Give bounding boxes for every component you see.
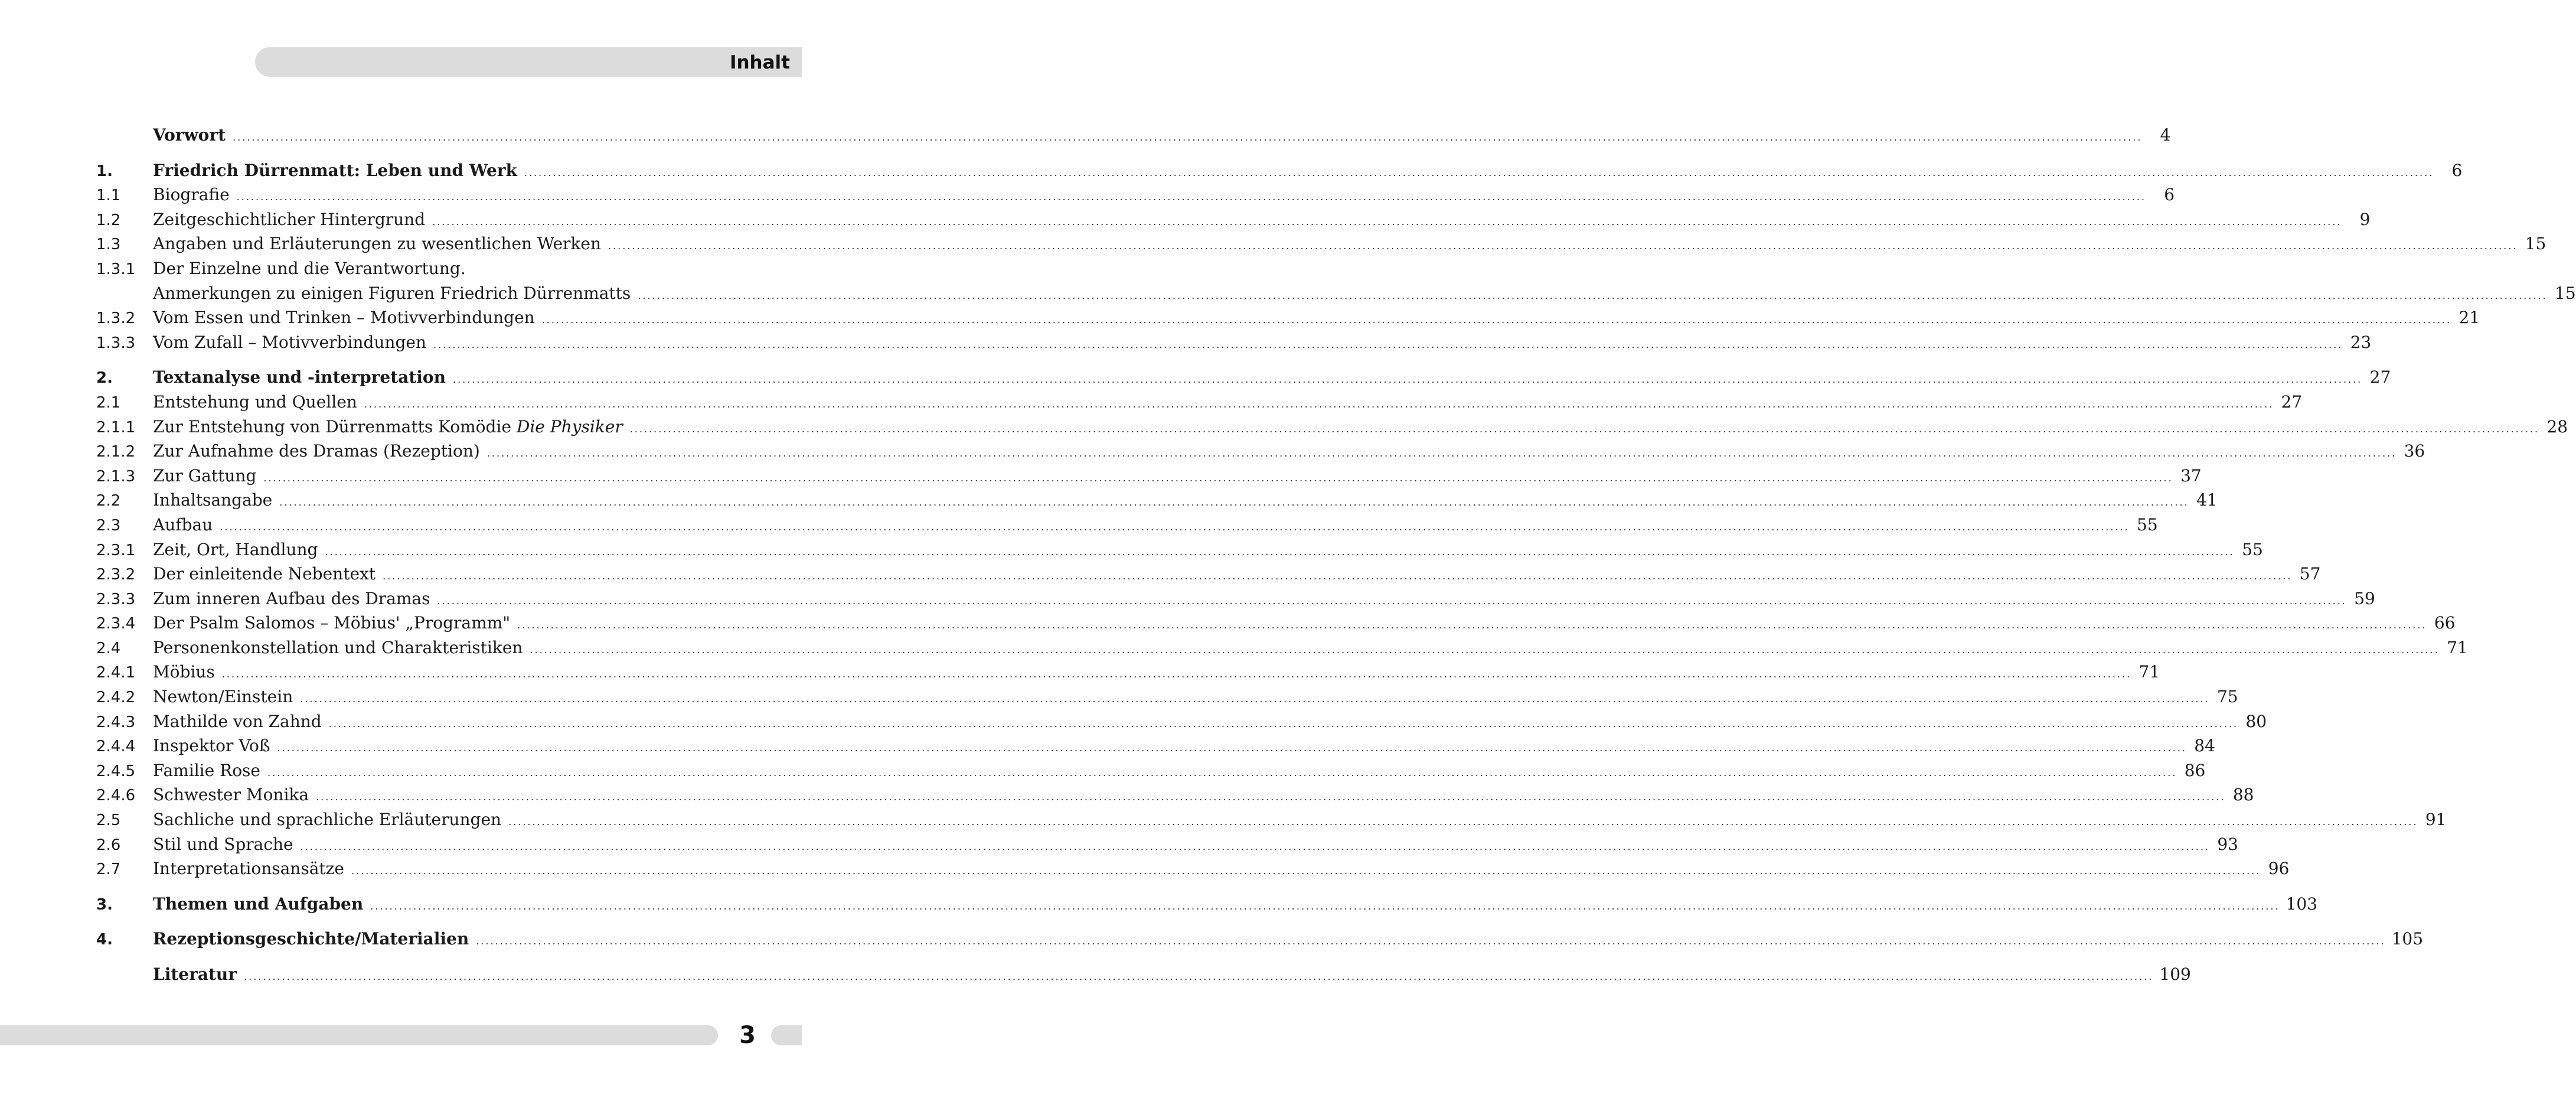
toc-entry: [96, 207, 2371, 232]
toc-entry-page: 27: [2281, 392, 2303, 412]
toc-entry-title: [153, 488, 272, 513]
toc-entry: [96, 927, 2424, 951]
toc-leader-dots: ................................................................................................................................................................................................................................................................................................................................................................................................................: [432, 216, 2342, 227]
toc-entry-title-text: Anmerkungen zu einigen Figuren Friedrich Dürrenmatts: [153, 283, 631, 303]
toc-entry-title: [153, 207, 425, 232]
toc-leader-dots: ................................................................................................................................................................................................................................................................................................................................................................................................................: [263, 472, 2173, 484]
toc-entry-page: 84: [2194, 736, 2215, 756]
toc-entry-title-text: Themen und Aufgaben: [153, 894, 364, 914]
toc-entry-title-text: Der Psalm Salomos – Möbius' „Programm": [153, 613, 511, 633]
toc-leader-dots: ................................................................................................................................................................................................................................................................................................................................................................................................................: [629, 423, 2540, 435]
toc-entry-page: 75: [2216, 687, 2238, 707]
toc-entry: [96, 807, 2447, 832]
toc-entry: [96, 182, 2175, 207]
toc-entry-number: 1.3: [96, 236, 121, 254]
toc-entry-title-text: Aufbau: [153, 514, 213, 535]
toc-entry-page: 105: [2391, 929, 2424, 949]
toc-entry-title: [153, 390, 357, 415]
toc-leader-dots: ................................................................................................................................................................................................................................................................................................................................................................................................................: [267, 767, 2177, 778]
toc-entry-title: [153, 305, 535, 330]
toc-entry-page: 71: [2138, 662, 2160, 682]
toc-leader-dots: ................................................................................................................................................................................................................................................................................................................................................................................................................: [638, 289, 2548, 301]
toc-leader-dots: ................................................................................................................................................................................................................................................................................................................................................................................................................: [233, 132, 2143, 143]
toc-leader-dots: ................................................................................................................................................................................................................................................................................................................................................................................................................: [351, 865, 2261, 877]
toc-entry-number: 4.: [96, 931, 113, 949]
toc-entry: [96, 709, 2267, 734]
toc-entry-page: 37: [2180, 465, 2202, 485]
toc-entry-title: [153, 832, 293, 857]
toc-entry-page: 71: [2447, 637, 2468, 657]
toc-entry-title-text: Entstehung und Quellen: [153, 392, 357, 412]
toc-entry-title: [153, 758, 260, 783]
table-of-contents: [96, 123, 2576, 987]
toc-entry-page: 109: [2159, 964, 2191, 984]
toc-entry-page: 93: [2217, 834, 2238, 854]
toc-entry-number: 2.4.4: [96, 738, 136, 756]
toc-entry-title-text: Zur Aufnahme des Dramas (Rezeption): [153, 441, 480, 461]
toc-entry-title: [153, 562, 376, 586]
toc-entry-title-text: Vom Zufall – Motivverbindungen: [153, 332, 426, 352]
toc-entry-title-italic: Die Physiker: [516, 416, 623, 436]
toc-entry-title: [153, 709, 322, 734]
toc-entry-number: 2.4.5: [96, 762, 136, 780]
toc-entry-number: 2.4.6: [96, 787, 136, 805]
section-title: Inhalt: [729, 52, 790, 73]
toc-entry-title: [153, 182, 230, 207]
toc-entry-title: [153, 513, 213, 537]
toc-entry-title: [153, 415, 623, 439]
toc-entry-page: 59: [2354, 588, 2375, 608]
toc-entry-title-text: Mathilde von Zahnd: [153, 711, 322, 731]
toc-entry-page: 4: [2160, 125, 2171, 145]
toc-entry-title-text: Interpretationsansätze: [153, 859, 344, 879]
toc-entry-page: 57: [2299, 564, 2321, 584]
toc-entry: [96, 305, 2480, 330]
toc-entry-page: 15: [2555, 283, 2576, 303]
toc-leader-dots: ................................................................................................................................................................................................................................................................................................................................................................................................................: [541, 314, 2452, 326]
toc-entry: [96, 390, 2303, 415]
toc-entry-title-text: Familie Rose: [153, 760, 260, 780]
toc-entry-title-text: Literatur: [153, 964, 237, 984]
toc-entry-page: 15: [2525, 234, 2546, 254]
toc-entry-number: 2.3.2: [96, 566, 136, 584]
toc-entry: [96, 562, 2321, 586]
toc-entry: [96, 415, 2568, 439]
toc-entry-title-text: Inhaltsangabe: [153, 490, 273, 510]
toc-leader-dots: ................................................................................................................................................................................................................................................................................................................................................................................................................: [524, 167, 2434, 178]
toc-entry-page: 103: [2286, 894, 2318, 914]
toc-leader-dots: ................................................................................................................................................................................................................................................................................................................................................................................................................: [608, 240, 2518, 252]
toc-entry-title: [153, 660, 215, 685]
toc-entry-title-text: Textanalyse und -interpretation: [153, 367, 446, 387]
toc-entry-title: [153, 330, 426, 355]
toc-entry-number: 2.1: [96, 393, 121, 412]
toc-entry: [96, 488, 2218, 513]
toc-leader-dots: ................................................................................................................................................................................................................................................................................................................................................................................................................: [300, 693, 2210, 705]
toc-leader-dots: ................................................................................................................................................................................................................................................................................................................................................................................................................: [221, 669, 2132, 680]
toc-entry-page: 23: [2350, 332, 2372, 352]
toc-entry-title: [153, 464, 256, 488]
toc-entry-title-text: Biografie: [153, 185, 230, 205]
toc-entry: [96, 611, 2456, 636]
toc-entry-page: 6: [2451, 160, 2463, 180]
toc-entry: [96, 783, 2254, 807]
toc-entry-number: 2.4: [96, 639, 121, 657]
toc-entry-title: [153, 734, 270, 758]
toc-entry: [96, 439, 2425, 464]
toc-entry-number: 2.3.4: [96, 615, 136, 633]
toc-entry: [96, 758, 2206, 783]
toc-leader-dots: ................................................................................................................................................................................................................................................................................................................................................................................................................: [487, 448, 2397, 459]
toc-entry: [96, 586, 2375, 611]
toc-entry-title: [153, 962, 237, 987]
toc-entry-title-text: Der einleitende Nebentext: [153, 564, 376, 584]
toc-entry-title-text: Zur Gattung: [153, 465, 257, 485]
toc-entry-title-text: Zeit, Ort, Handlung: [153, 539, 318, 559]
toc-entry-page: 36: [2404, 441, 2425, 461]
toc-entry-title-text: Newton/Einstein: [153, 687, 293, 707]
toc-leader-dots: ................................................................................................................................................................................................................................................................................................................................................................................................................: [364, 398, 2274, 410]
toc-entry-title-text: Möbius: [153, 662, 215, 682]
toc-leader-dots: ................................................................................................................................................................................................................................................................................................................................................................................................................: [437, 595, 2347, 607]
toc-entry-number: 2.: [96, 369, 113, 387]
toc-entry: [96, 365, 2391, 390]
toc-entry-number: 2.4.1: [96, 664, 136, 682]
toc-entry: [96, 330, 2372, 355]
toc-entry-title-text: Vorwort: [153, 125, 226, 145]
toc-entry-title-text: Schwester Monika: [153, 785, 309, 805]
toc-entry: [96, 636, 2468, 660]
toc-entry-number: 2.5: [96, 812, 121, 830]
toc-entry-title-text: Der Einzelne und die Verantwortung.: [153, 258, 466, 278]
toc-entry-number: 3.: [96, 895, 113, 914]
toc-entry-title-text: Zur Entstehung von Dürrenmatts Komödie: [153, 416, 517, 436]
footer-bar: [0, 1025, 718, 1045]
toc-entry: [96, 281, 2576, 306]
toc-entry-title-text: Sachliche und sprachliche Erläuterungen: [153, 810, 502, 830]
header-bar: [255, 47, 802, 77]
toc-entry-title-text: Zeitgeschichtlicher Hintergrund: [153, 209, 426, 229]
toc-entry: [96, 123, 2171, 148]
toc-entry-number: 2.2: [96, 492, 121, 510]
toc-entry-page: 55: [2242, 539, 2263, 559]
toc-entry-title-text: Vom Essen und Trinken – Motivverbindungen: [153, 308, 535, 328]
toc-leader-dots: ................................................................................................................................................................................................................................................................................................................................................................................................................: [476, 936, 2386, 947]
toc-entry-page: 9: [2359, 209, 2371, 229]
toc-entry: [96, 685, 2238, 709]
toc-leader-dots: ................................................................................................................................................................................................................................................................................................................................................................................................................: [433, 338, 2343, 350]
toc-entry-title-text: Zum inneren Aufbau des Dramas: [153, 588, 430, 608]
toc-entry-page: 91: [2425, 810, 2447, 830]
toc-entry-title: [153, 783, 309, 807]
toc-entry-title: [153, 636, 523, 660]
toc-leader-dots: ................................................................................................................................................................................................................................................................................................................................................................................................................: [300, 840, 2210, 852]
toc-entry: [96, 464, 2202, 488]
toc-entry: [96, 734, 2215, 758]
toc-entry-page: 96: [2268, 859, 2290, 879]
toc-entry-number: 1.3.3: [96, 334, 136, 352]
toc-entry-page: 55: [2137, 514, 2158, 535]
toc-entry: [96, 832, 2238, 857]
toc-entry-title: [153, 232, 601, 256]
toc-entry-number: 2.6: [96, 836, 121, 854]
toc-entry-title: [153, 439, 480, 464]
toc-entry-page: 41: [2196, 490, 2218, 510]
toc-entry-page: 21: [2459, 308, 2480, 328]
footer-bar-cap: [771, 1025, 802, 1045]
toc-leader-dots: ................................................................................................................................................................................................................................................................................................................................................................................................................: [530, 644, 2440, 656]
toc-leader-dots: ................................................................................................................................................................................................................................................................................................................................................................................................................: [383, 571, 2293, 582]
toc-entry-title-text: Inspektor Voß: [153, 736, 270, 756]
toc-entry-number: 2.1.2: [96, 443, 136, 461]
toc-entry-number: 2.1.3: [96, 467, 136, 485]
toc-entry-title-text: Angaben und Erläuterungen zu wesentlichen Werken: [153, 234, 601, 254]
toc-entry-title-text: Friedrich Dürrenmatt: Leben und Werk: [153, 160, 517, 180]
toc-entry-number: 1.3.2: [96, 309, 136, 328]
toc-entry: [96, 232, 2546, 256]
toc-entry-number: 1.1: [96, 187, 121, 205]
toc-entry-title: [153, 807, 501, 832]
toc-leader-dots: ................................................................................................................................................................................................................................................................................................................................................................................................................: [325, 546, 2235, 558]
toc-entry-title: [153, 281, 631, 306]
toc-entry-title-text: Personenkonstellation und Charakteristiken: [153, 637, 523, 657]
toc-entry-page: 6: [2164, 185, 2175, 205]
toc-entry-title: [153, 123, 226, 148]
toc-entry-title-text: Stil und Sprache: [153, 834, 293, 854]
toc-entry: [96, 856, 2290, 881]
toc-entry-page: 86: [2184, 760, 2206, 780]
toc-entry-number: 2.3.3: [96, 590, 136, 608]
toc-entry: [96, 256, 710, 281]
toc-entry-number: 2.4.2: [96, 689, 136, 707]
toc-leader-dots: ................................................................................................................................................................................................................................................................................................................................................................................................................: [244, 971, 2154, 982]
toc-entry-page: 80: [2245, 711, 2267, 731]
page-number: 3: [739, 1022, 756, 1049]
toc-leader-dots: ................................................................................................................................................................................................................................................................................................................................................................................................................: [452, 374, 2363, 386]
toc-entry: [96, 513, 2158, 537]
toc-entry-title: [153, 365, 446, 390]
toc-leader-dots: ................................................................................................................................................................................................................................................................................................................................................................................................................: [236, 191, 2147, 203]
toc-leader-dots: ................................................................................................................................................................................................................................................................................................................................................................................................................: [370, 900, 2280, 912]
toc-entry-title: [153, 586, 430, 611]
toc-entry-title: [153, 537, 318, 562]
toc-entry-page: 27: [2369, 367, 2391, 387]
toc-leader-dots: ................................................................................................................................................................................................................................................................................................................................................................................................................: [277, 742, 2187, 754]
toc-entry-number: 2.3.1: [96, 541, 136, 559]
toc-entry-title: [153, 927, 469, 951]
toc-entry: [96, 537, 2263, 562]
toc-entry-title-text: Rezeptionsgeschichte/Materialien: [153, 929, 469, 949]
toc-entry-title: [153, 256, 466, 281]
toc-entry: [96, 660, 2160, 685]
toc-leader-dots: ................................................................................................................................................................................................................................................................................................................................................................................................................: [328, 718, 2239, 729]
toc-entry: [96, 962, 2191, 987]
toc-leader-dots: ................................................................................................................................................................................................................................................................................................................................................................................................................: [220, 521, 2130, 533]
toc-leader-dots: ................................................................................................................................................................................................................................................................................................................................................................................................................: [508, 816, 2418, 828]
toc-entry-title: [153, 856, 344, 881]
toc-entry: [96, 892, 2318, 917]
toc-entry-title: [153, 158, 517, 183]
toc-entry-number: 1.: [96, 162, 113, 180]
toc-entry-number: 2.1.1: [96, 418, 136, 436]
toc-entry-page: 28: [2546, 416, 2568, 436]
toc-entry-title: [153, 685, 293, 709]
toc-entry-number: 2.7: [96, 861, 121, 879]
toc-entry-page: 66: [2434, 613, 2456, 633]
toc-entry-title: [153, 611, 510, 636]
toc-entry-title: [153, 892, 363, 917]
toc-entry-number: 1.3.1: [96, 260, 136, 278]
toc-leader-dots: ................................................................................................................................................................................................................................................................................................................................................................................................................: [517, 620, 2427, 631]
toc-entry: [96, 158, 2463, 183]
toc-entry-number: 1.2: [96, 211, 121, 229]
toc-entry-number: 2.4.3: [96, 713, 136, 731]
toc-leader-dots: ................................................................................................................................................................................................................................................................................................................................................................................................................: [316, 791, 2226, 803]
toc-entry-page: 88: [2232, 785, 2254, 805]
toc-leader-dots: ................................................................................................................................................................................................................................................................................................................................................................................................................: [279, 497, 2189, 509]
toc-entry-number: 2.3: [96, 516, 121, 535]
